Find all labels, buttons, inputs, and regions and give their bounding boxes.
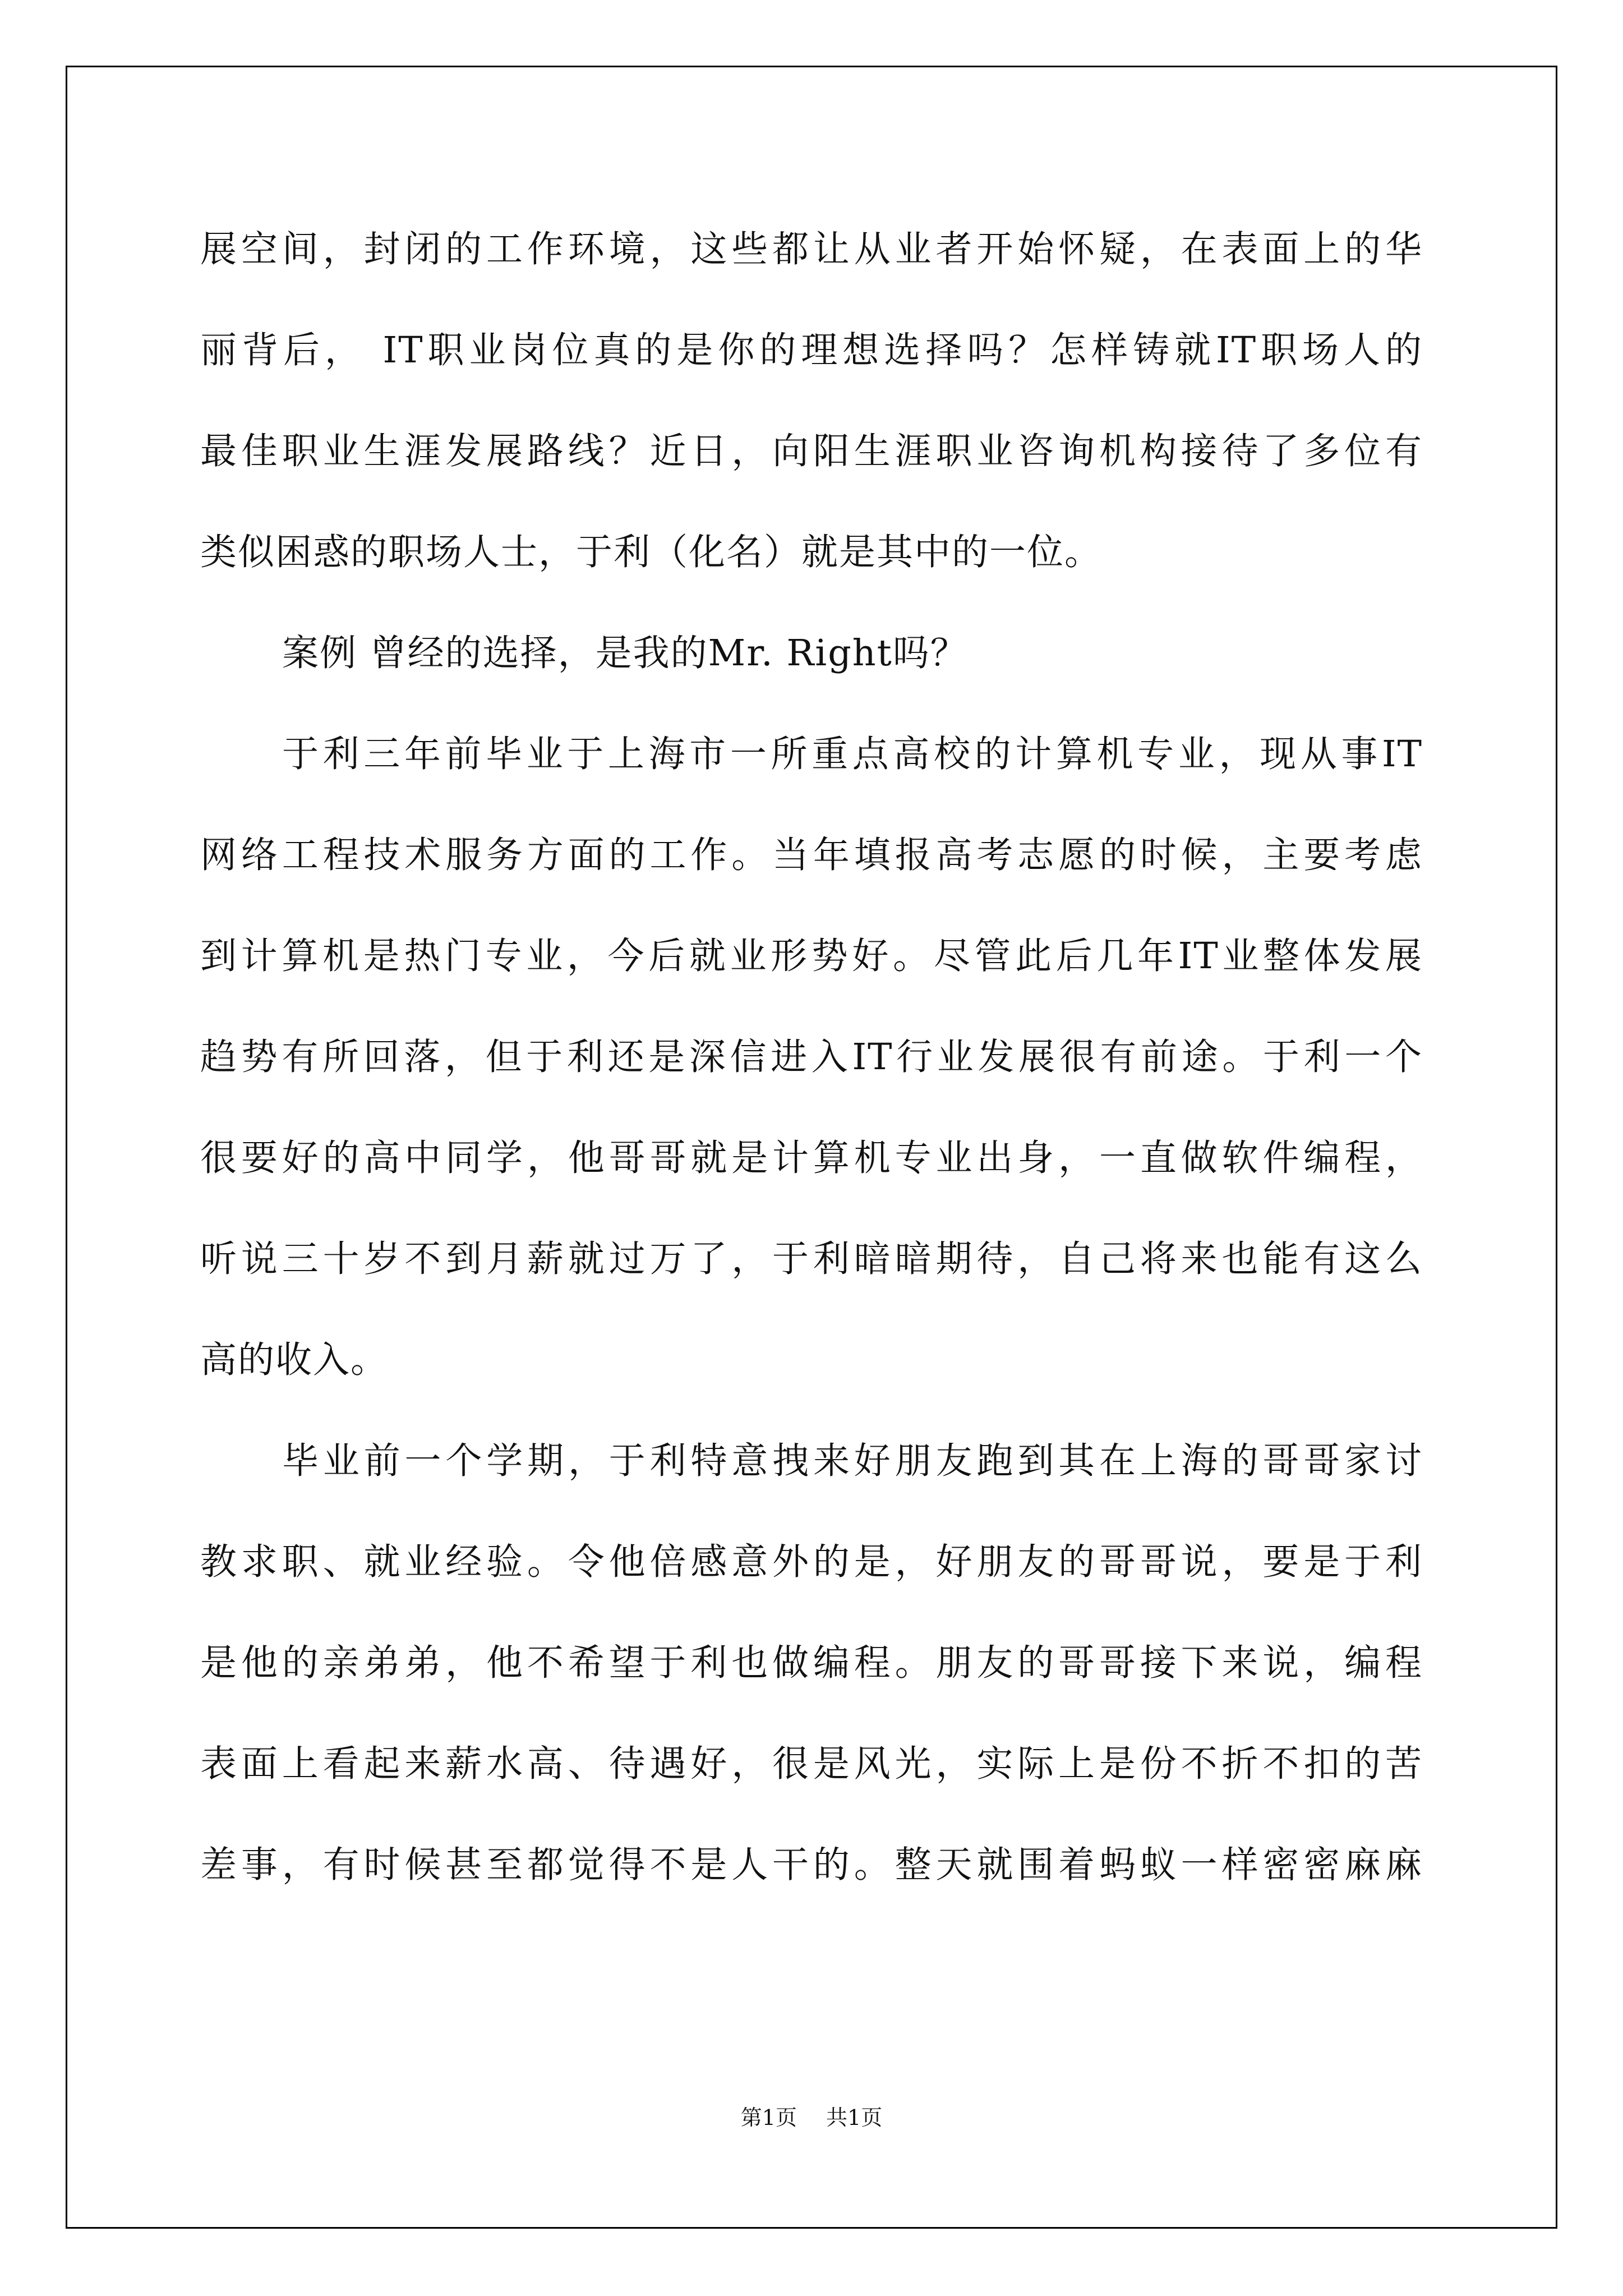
page-number: 第1页 — [740, 2105, 797, 2130]
text-line: 类似困惑的职场人士，于利（化名）就是其中的一位。 — [200, 531, 1103, 573]
text-line: 听说三十岁不到月薪就过万了，于利暗暗期待，自己将来也能有这么 — [200, 1238, 1423, 1280]
text-line: 毕业前一个学期，于利特意拽来好朋友跑到其在上海的哥哥家讨 — [282, 1440, 1423, 1482]
section-heading: 案例 曾经的选择，是我的Mr. Right吗？ — [282, 632, 968, 674]
text-line: 丽背后， IT职业岗位真的是你的理想选择吗？怎样铸就IT职场人的 — [200, 329, 1423, 371]
text-line: 教求职、就业经验。令他倍感意外的是，好朋友的哥哥说，要是于利 — [200, 1541, 1423, 1583]
text-line: 表面上看起来薪水高、待遇好，很是风光，实际上是份不折不扣的苦 — [200, 1743, 1423, 1785]
text-line: 最佳职业生涯发展路线？近日，向阳生涯职业咨询机构接待了多位有 — [200, 430, 1423, 472]
text-line: 趋势有所回落，但于利还是深信进入IT行业发展很有前途。于利一个 — [200, 1036, 1423, 1078]
page-footer — [0, 2101, 1623, 2134]
text-line: 网络工程技术服务方面的工作。当年填报高考志愿的时候，主要考虑 — [200, 834, 1423, 876]
text-line: 差事，有时候甚至都觉得不是人干的。整天就围着蚂蚁一样密密麻麻 — [200, 1844, 1423, 1886]
page-total: 共1页 — [826, 2105, 883, 2130]
text-line: 很要好的高中同学，他哥哥就是计算机专业出身，一直做软件编程， — [200, 1137, 1423, 1179]
text-line: 高的收入。 — [200, 1339, 389, 1381]
text-line: 展空间，封闭的工作环境，这些都让从业者开始怀疑，在表面上的华 — [200, 228, 1423, 270]
text-line: 到计算机是热门专业，今后就业形势好。尽管此后几年IT业整体发展 — [200, 935, 1423, 977]
text-line: 于利三年前毕业于上海市一所重点高校的计算机专业，现从事IT — [282, 733, 1423, 775]
text-line: 是他的亲弟弟，他不希望于利也做编程。朋友的哥哥接下来说，编程 — [200, 1642, 1423, 1684]
